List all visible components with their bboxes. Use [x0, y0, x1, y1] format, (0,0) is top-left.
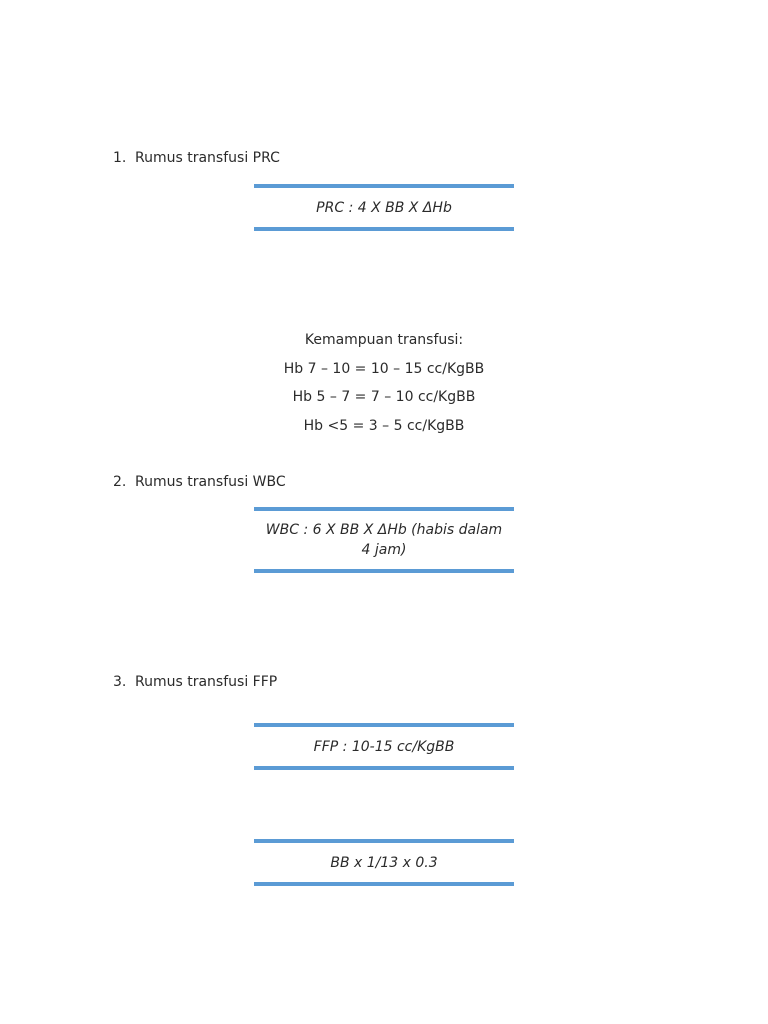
formula-box-prc: [254, 184, 514, 231]
transfusion-capacity: [234, 326, 534, 440]
list-item-title: Rumus transfusi FFP: [135, 674, 278, 690]
list-number: 1.: [113, 150, 127, 166]
list-number: 3.: [113, 674, 127, 690]
formula-box-wbc: [254, 507, 514, 573]
formula-text: FFP : 10-15 cc/KgBB: [313, 738, 455, 755]
list-item-title: Rumus transfusi WBC: [135, 474, 286, 490]
capacity-line: Hb 7 – 10 = 10 – 15 cc/KgBB: [283, 360, 485, 377]
formula-text: WBC : 6 X BB X ΔHb (habis dalam: [265, 522, 503, 538]
list-item-title: Rumus transfusi PRC: [135, 150, 280, 166]
list-item-prc: [113, 150, 280, 166]
formula-text: BB x 1/13 x 0.3: [330, 854, 438, 871]
list-number: 2.: [113, 474, 127, 490]
formula-box-ffp-volume: [254, 839, 514, 886]
formula-box-ffp: [254, 723, 514, 770]
list-item-ffp: [113, 674, 277, 690]
formula-text: PRC : 4 X BB X ΔHb: [316, 199, 452, 216]
capacity-line: Hb 5 – 7 = 7 – 10 cc/KgBB: [292, 389, 476, 405]
formula-text: 4 jam): [361, 542, 407, 558]
capacity-heading: Kemampuan transfusi:: [304, 332, 464, 348]
capacity-line: Hb <5 = 3 – 5 cc/KgBB: [303, 417, 465, 434]
list-item-wbc: [113, 474, 286, 490]
